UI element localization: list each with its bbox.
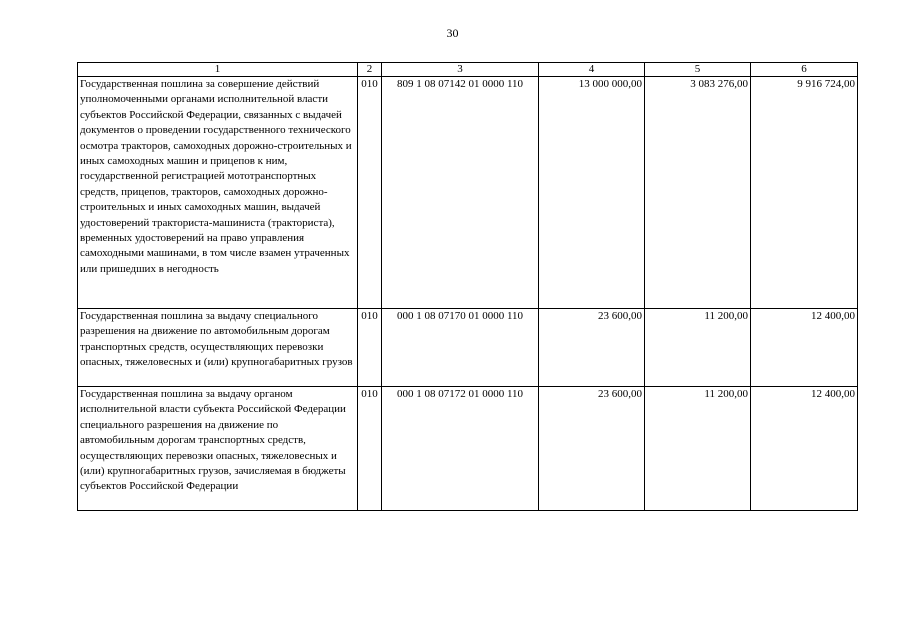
row-name-cell xyxy=(78,387,358,511)
budget-revenue-table xyxy=(77,62,858,511)
table-row xyxy=(78,309,858,387)
table-header-row xyxy=(78,63,858,77)
column-4-value: 13 000 000,00 xyxy=(539,77,645,309)
column-header-2: 2 xyxy=(358,63,382,77)
kbk-code-cell: 000 1 08 07172 01 0000 110 xyxy=(382,387,539,511)
revenue-name: Государственная пошлина за выдачу специального разрешения на движение по автомобильным дорогам транспортных средств, осуществляющих перевозки опасных, тяжеловесных и (или) крупногабаритных грузов xyxy=(80,310,353,369)
page-number: 30 xyxy=(446,26,459,40)
kbk-code-cell: 809 1 08 07142 01 0000 110 xyxy=(382,77,539,309)
row-name-cell xyxy=(78,309,358,387)
kbk-code-cell: 000 1 08 07170 01 0000 110 xyxy=(382,309,539,387)
column-6-value: 12 400,00 xyxy=(751,387,858,511)
table-row xyxy=(78,77,858,309)
admin-code-cell: 010 xyxy=(358,309,382,387)
revenue-name: Государственная пошлина за выдачу органом исполнительной власти субъекта Российской Федерации специального разрешения на движение по автомобильным дорогам транспортных средств, осуществляющих перевозки опасных, тяжеловесных и (или) крупногабаритных грузов, зачисляемая в бюджеты субъектов Российской Федерации xyxy=(80,388,346,493)
revenue-name: Государственная пошлина за совершение действий уполномоченными органами исполнительной власти субъектов Российской Федерации, связанных с выдачей документов о проведении государственного технического осмотра тракторов, самоходных дорожно-строительных и иных самоходных машин и прицепов к ним, государственной регистрацией мототранспортных средств, прицепов, тракторов, самоходных дорожно-строительных и иных самоходных машин, выдачей удостоверений тракториста-машиниста (тракториста), временных удостоверений на право управления самоходными машинами, в том числе взамен утраченных или пришедших в негодность xyxy=(80,78,352,275)
column-4-value: 23 600,00 xyxy=(539,387,645,511)
column-6-value: 9 916 724,00 xyxy=(751,77,858,309)
column-header-5: 5 xyxy=(645,63,751,77)
column-5-value: 3 083 276,00 xyxy=(645,77,751,309)
admin-code-cell: 010 xyxy=(358,387,382,511)
column-6-value: 12 400,00 xyxy=(751,309,858,387)
table-row xyxy=(78,387,858,511)
column-header-4: 4 xyxy=(539,63,645,77)
column-header-3: 3 xyxy=(382,63,539,77)
column-4-value: 23 600,00 xyxy=(539,309,645,387)
column-header-6: 6 xyxy=(751,63,858,77)
column-5-value: 11 200,00 xyxy=(645,387,751,511)
admin-code-cell: 010 xyxy=(358,77,382,309)
row-name-cell xyxy=(78,77,358,309)
column-5-value: 11 200,00 xyxy=(645,309,751,387)
column-header-1: 1 xyxy=(78,63,358,77)
